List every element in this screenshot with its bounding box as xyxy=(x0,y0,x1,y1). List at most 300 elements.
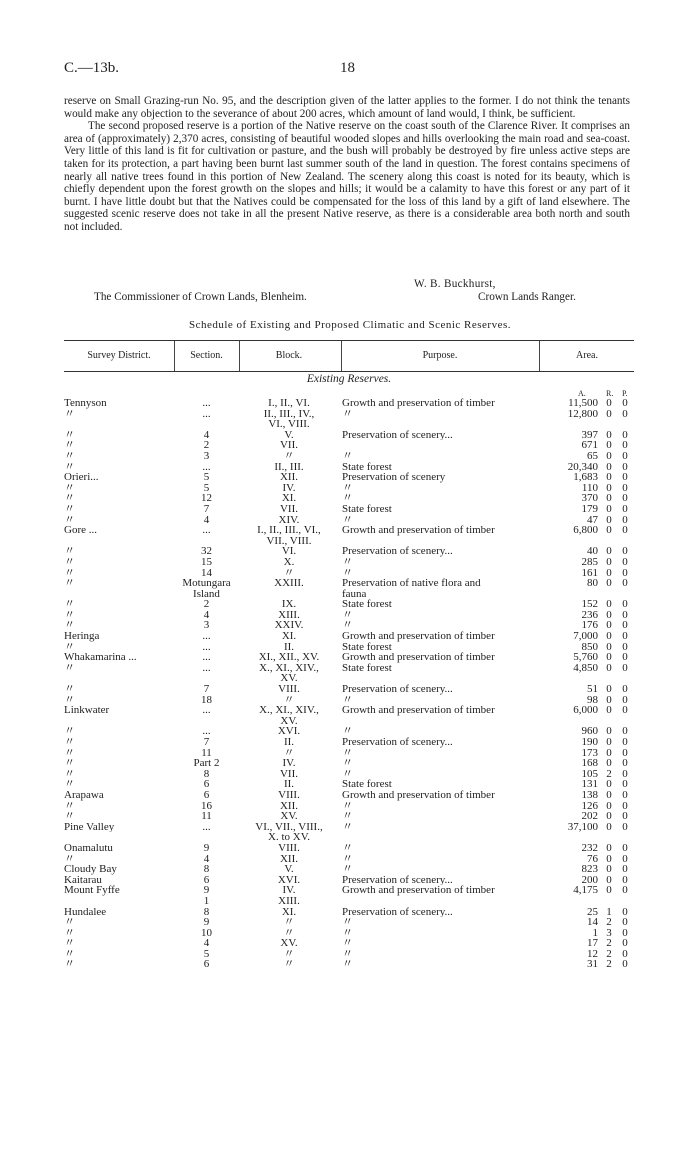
unit-acres: A. xyxy=(578,389,586,398)
signatory-name: W. B. Buckhurst, xyxy=(414,278,496,290)
table-row xyxy=(64,525,634,536)
cell-acres: 20,340 xyxy=(567,460,598,473)
cell-section: 4 xyxy=(203,513,210,526)
cell-perches: 0 xyxy=(622,820,628,833)
cell-district: 〃 xyxy=(64,684,75,695)
area-units-row xyxy=(64,386,634,398)
cell-purpose: Growth and preservation of timber xyxy=(342,525,495,536)
cell-perches: 0 xyxy=(622,555,628,568)
cell-roods: 0 xyxy=(606,439,612,452)
cell-perches: 0 xyxy=(622,460,628,473)
cell-purpose: Preservation of scenery... xyxy=(342,429,453,441)
cell-district: 〃 xyxy=(64,811,75,822)
cell-district: 〃 xyxy=(64,917,75,928)
cell-section: 4 xyxy=(203,608,210,621)
cell-section: 5 xyxy=(203,481,210,494)
body-text xyxy=(64,95,630,234)
cell-district: 〃 xyxy=(64,514,75,526)
cell-district: 〃 xyxy=(64,662,75,674)
cell-perches: 0 xyxy=(622,577,628,590)
addressee: The Commissioner of Crown Lands, Blenheim. xyxy=(94,291,307,303)
cell-perches: 0 xyxy=(622,619,628,632)
cell-roods: 0 xyxy=(606,524,612,537)
cell-district: 〃 xyxy=(64,694,75,706)
table-row xyxy=(64,419,634,430)
cell-section: 11 xyxy=(201,746,212,759)
table-row xyxy=(64,631,634,642)
table-row xyxy=(64,726,634,737)
cell-block: 〃 xyxy=(283,947,295,960)
cell-section: 8 xyxy=(203,863,210,876)
table-row xyxy=(64,642,634,653)
cell-roods: 0 xyxy=(606,640,612,653)
cell-district: 〃 xyxy=(64,800,75,812)
cell-block: IV. xyxy=(282,481,296,494)
table-row xyxy=(64,737,634,748)
schedule-table xyxy=(64,340,634,970)
cell-block: XII. xyxy=(279,799,299,812)
cell-section: 15 xyxy=(201,555,212,568)
cell-section: ... xyxy=(202,704,211,717)
cell-acres: 370 xyxy=(581,492,598,505)
cell-district: Onamalutu xyxy=(64,842,113,854)
cell-section: ... xyxy=(202,725,211,738)
cell-perches: 0 xyxy=(622,767,628,780)
cell-block: VII. xyxy=(279,767,299,780)
cell-acres: 176 xyxy=(581,619,598,632)
cell-roods: 0 xyxy=(606,651,612,664)
cell-roods: 0 xyxy=(606,778,612,791)
cell-roods: 0 xyxy=(606,577,612,590)
table-row xyxy=(64,885,634,896)
cell-acres: 12 xyxy=(587,947,598,960)
cell-block: 〃 xyxy=(283,566,295,579)
cell-acres: 11,500 xyxy=(568,397,598,409)
cell-roods: 0 xyxy=(606,661,612,674)
cell-acres: 138 xyxy=(581,788,598,801)
table-row xyxy=(64,589,634,600)
cell-purpose: 〃 xyxy=(342,842,353,854)
cell-acres: 40 xyxy=(587,545,598,558)
cell-roods: 0 xyxy=(606,608,612,621)
table-row xyxy=(64,928,634,939)
cell-acres: 179 xyxy=(581,502,598,515)
cell-district: 〃 xyxy=(64,737,75,748)
cell-purpose: 〃 xyxy=(342,758,353,769)
cell-roods: 3 xyxy=(606,926,612,939)
table-row xyxy=(64,472,634,483)
cell-purpose: 〃 xyxy=(342,450,353,462)
cell-district: 〃 xyxy=(64,482,75,494)
cell-purpose: 〃 xyxy=(342,514,353,526)
cell-perches: 0 xyxy=(622,449,628,462)
cell-block: XVI. xyxy=(277,873,301,886)
cell-section: 6 xyxy=(203,788,210,801)
cell-roods: 0 xyxy=(606,619,612,632)
table-body xyxy=(64,398,634,970)
cell-purpose: State forest xyxy=(342,461,392,473)
cell-section: Part 2 xyxy=(193,757,220,770)
cell-roods: 1 xyxy=(606,905,612,918)
cell-block: XV. xyxy=(280,937,298,950)
cell-acres: 6,000 xyxy=(573,704,598,717)
cell-perches: 0 xyxy=(622,661,628,674)
table-row xyxy=(64,462,634,473)
column-divider xyxy=(174,341,175,371)
cell-section: ... xyxy=(202,407,211,420)
cell-acres: 25 xyxy=(587,905,598,918)
cell-purpose: State forest xyxy=(342,641,392,653)
cell-acres: 47 xyxy=(587,513,598,526)
cell-district: 〃 xyxy=(64,429,75,441)
header-survey-district: Survey District. xyxy=(87,350,151,361)
cell-acres: 671 xyxy=(581,439,598,452)
cell-section: 32 xyxy=(201,545,212,558)
table-row xyxy=(64,959,634,970)
cell-perches: 0 xyxy=(622,863,628,876)
cell-purpose: 〃 xyxy=(342,694,353,706)
cell-block: I., II., VI. xyxy=(268,397,310,409)
column-divider xyxy=(539,341,540,371)
cell-block: 〃 xyxy=(283,449,295,462)
cell-purpose: State forest xyxy=(342,599,392,610)
cell-purpose: Preservation of scenery xyxy=(342,472,446,483)
cell-district: 〃 xyxy=(64,503,75,515)
cell-roods: 0 xyxy=(606,757,612,770)
cell-block: IX. xyxy=(281,598,297,611)
cell-purpose: Growth and preservation of timber xyxy=(342,789,495,801)
cell-acres: 105 xyxy=(581,767,598,780)
table-row xyxy=(64,493,634,504)
cell-roods: 0 xyxy=(606,555,612,568)
cell-block: VI., VIII. xyxy=(268,418,310,431)
cell-block: VII., VIII. xyxy=(266,534,312,547)
cell-block: XI. xyxy=(281,630,297,643)
cell-perches: 0 xyxy=(622,683,628,696)
cell-block: V. xyxy=(284,863,294,876)
cell-section: 9 xyxy=(203,841,210,854)
cell-purpose: 〃 xyxy=(342,747,353,759)
cell-purpose: Preservation of scenery... xyxy=(342,874,453,886)
cell-roods: 0 xyxy=(606,545,612,558)
cell-district: 〃 xyxy=(64,938,75,949)
cell-district: 〃 xyxy=(64,461,75,473)
cell-block: VIII. xyxy=(278,683,300,696)
table-row xyxy=(64,811,634,822)
cell-section: 4 xyxy=(203,937,210,950)
cell-perches: 0 xyxy=(622,407,628,420)
cell-section: 7 xyxy=(203,502,210,515)
cell-perches: 0 xyxy=(622,566,628,579)
cell-district: Mount Fyffe xyxy=(64,885,120,896)
cell-district: 〃 xyxy=(64,927,75,939)
table-row xyxy=(64,758,634,769)
table-header xyxy=(64,340,634,372)
cell-perches: 0 xyxy=(622,471,628,484)
cell-section: 6 xyxy=(203,873,210,886)
cell-section: 6 xyxy=(203,778,210,791)
cell-purpose: 〃 xyxy=(342,567,353,579)
cell-roods: 0 xyxy=(606,683,612,696)
cell-perches: 0 xyxy=(622,545,628,558)
cell-section: ... xyxy=(202,524,211,537)
cell-purpose: 〃 xyxy=(342,927,353,939)
cell-purpose: 〃 xyxy=(342,609,353,621)
cell-perches: 0 xyxy=(622,905,628,918)
cell-perches: 0 xyxy=(622,725,628,738)
cell-section: 10 xyxy=(201,926,212,939)
cell-district: 〃 xyxy=(64,853,75,865)
table-row xyxy=(64,578,634,589)
cell-roods: 2 xyxy=(606,916,612,929)
cell-block: 〃 xyxy=(283,958,295,971)
table-row xyxy=(64,843,634,854)
cell-roods: 0 xyxy=(606,449,612,462)
table-row xyxy=(64,652,634,663)
table-row xyxy=(64,695,634,706)
cell-section: 2 xyxy=(203,598,210,611)
cell-acres: 51 xyxy=(587,683,598,696)
cell-section: 1 xyxy=(203,894,210,907)
cell-perches: 0 xyxy=(622,746,628,759)
cell-block: 〃 xyxy=(283,746,295,759)
cell-perches: 0 xyxy=(622,958,628,971)
cell-acres: 14 xyxy=(587,916,598,929)
schedule-title: Schedule of Existing and Proposed Climatic and Scenic Reserves. xyxy=(188,319,512,331)
cell-purpose: State forest xyxy=(342,662,392,674)
table-row xyxy=(64,440,634,451)
cell-roods: 0 xyxy=(606,513,612,526)
cell-acres: 17 xyxy=(587,937,598,950)
cell-roods: 0 xyxy=(606,884,612,897)
cell-section: ... xyxy=(202,640,211,653)
cell-purpose: Preservation of scenery... xyxy=(342,546,453,557)
cell-perches: 0 xyxy=(622,937,628,950)
cell-purpose: 〃 xyxy=(342,408,353,420)
page-number: 18 xyxy=(340,60,355,76)
cell-roods: 0 xyxy=(606,736,612,748)
cell-district: Tennyson xyxy=(64,398,107,409)
cell-acres: 202 xyxy=(581,810,598,823)
cell-section: 7 xyxy=(203,683,210,696)
cell-section: 16 xyxy=(201,799,212,812)
cell-block: II. xyxy=(283,736,295,748)
cell-district: Gore ... xyxy=(64,525,97,536)
cell-block: XV. xyxy=(280,672,298,685)
cell-section: 18 xyxy=(201,693,212,706)
table-row xyxy=(64,610,634,621)
cell-roods: 0 xyxy=(606,566,612,579)
cell-perches: 0 xyxy=(622,788,628,801)
cell-block: X., XI., XIV., xyxy=(259,704,319,717)
cell-block: VIII. xyxy=(278,788,300,801)
cell-perches: 0 xyxy=(622,481,628,494)
column-divider xyxy=(239,341,240,371)
cell-purpose: Preservation of native flora and xyxy=(342,578,481,589)
cell-acres: 1,683 xyxy=(573,471,598,484)
cell-section: 11 xyxy=(201,810,212,823)
cell-roods: 0 xyxy=(606,704,612,717)
header-purpose: Purpose. xyxy=(422,350,458,361)
cell-acres: 4,850 xyxy=(573,661,598,674)
table-row xyxy=(64,769,634,780)
document-reference: C.—13b. xyxy=(64,60,120,76)
cell-acres: 236 xyxy=(581,608,598,621)
cell-roods: 0 xyxy=(606,788,612,801)
cell-block: XI., XII., XV. xyxy=(258,651,320,664)
cell-block: XV. xyxy=(280,714,298,727)
cell-acres: 168 xyxy=(581,757,598,770)
cell-section: ... xyxy=(202,397,211,409)
cell-block: XXIV. xyxy=(274,619,304,632)
cell-acres: 98 xyxy=(587,693,598,706)
cell-section: ... xyxy=(202,460,211,473)
cell-perches: 0 xyxy=(622,630,628,643)
cell-purpose: 〃 xyxy=(342,811,353,822)
cell-district: 〃 xyxy=(64,450,75,462)
cell-section: 2 xyxy=(203,439,210,452)
cell-purpose: 〃 xyxy=(342,853,353,865)
cell-district: Whakamarina ... xyxy=(64,652,137,663)
cell-block: X., XI., XIV., xyxy=(259,661,319,674)
cell-acres: 200 xyxy=(581,873,598,886)
table-row xyxy=(64,705,634,716)
cell-purpose: 〃 xyxy=(342,726,353,737)
cell-section: 9 xyxy=(203,884,210,897)
cell-acres: 152 xyxy=(581,598,598,611)
cell-purpose: Growth and preservation of timber xyxy=(342,705,495,716)
cell-purpose: 〃 xyxy=(342,768,353,780)
cell-section: 5 xyxy=(203,471,210,484)
cell-acres: 823 xyxy=(581,863,598,876)
cell-section: 6 xyxy=(203,958,210,971)
table-row xyxy=(64,854,634,865)
cell-section: 4 xyxy=(203,852,210,865)
cell-acres: 161 xyxy=(581,566,598,579)
cell-district: 〃 xyxy=(64,556,75,568)
cell-perches: 0 xyxy=(622,704,628,717)
cell-roods: 0 xyxy=(606,841,612,854)
cell-section: 9 xyxy=(203,916,210,929)
cell-section: 12 xyxy=(201,492,212,505)
cell-acres: 12,800 xyxy=(567,407,598,420)
cell-purpose: Preservation of scenery... xyxy=(342,737,453,748)
cell-roods: 0 xyxy=(606,799,612,812)
cell-acres: 126 xyxy=(581,799,598,812)
cell-block: VI., VII., VIII., xyxy=(255,820,323,833)
cell-block: II. xyxy=(283,640,295,653)
cell-purpose: 〃 xyxy=(342,556,353,568)
cell-perches: 0 xyxy=(622,926,628,939)
cell-block: XV. xyxy=(280,810,298,823)
cell-block: IV. xyxy=(282,757,296,770)
cell-block: X. xyxy=(283,555,295,568)
cell-block: 〃 xyxy=(283,693,295,706)
cell-block: VI. xyxy=(281,545,297,558)
cell-roods: 0 xyxy=(606,810,612,823)
cell-perches: 0 xyxy=(622,757,628,770)
cell-perches: 0 xyxy=(622,492,628,505)
table-row xyxy=(64,896,634,907)
header-block: Block. xyxy=(275,350,303,361)
cell-roods: 0 xyxy=(606,630,612,643)
cell-roods: 0 xyxy=(606,873,612,886)
cell-block: 〃 xyxy=(283,916,295,929)
table-row xyxy=(64,398,634,409)
cell-roods: 0 xyxy=(606,863,612,876)
table-row xyxy=(64,684,634,695)
cell-acres: 1 xyxy=(592,926,598,939)
cell-roods: 0 xyxy=(606,481,612,494)
page-header xyxy=(0,60,700,82)
table-row xyxy=(64,546,634,557)
cell-purpose: Growth and preservation of timber xyxy=(342,631,495,642)
cell-perches: 0 xyxy=(622,799,628,812)
table-row xyxy=(64,536,634,547)
table-row xyxy=(64,864,634,875)
cell-section: ... xyxy=(202,820,211,833)
cell-perches: 0 xyxy=(622,852,628,865)
cell-roods: 2 xyxy=(606,767,612,780)
table-row xyxy=(64,907,634,918)
cell-purpose: Preservation of scenery... xyxy=(342,684,453,695)
cell-district: 〃 xyxy=(64,779,75,790)
cell-perches: 0 xyxy=(622,916,628,929)
table-row xyxy=(64,451,634,462)
cell-roods: 0 xyxy=(606,598,612,611)
cell-block: X. to XV. xyxy=(268,831,310,844)
cell-district: 〃 xyxy=(64,578,75,589)
cell-perches: 0 xyxy=(622,947,628,960)
cell-section: 3 xyxy=(203,449,210,462)
table-row xyxy=(64,568,634,579)
section-heading: Existing Reserves. xyxy=(306,373,392,385)
cell-district: 〃 xyxy=(64,747,75,759)
table-row xyxy=(64,620,634,631)
cell-purpose: Growth and preservation of timber xyxy=(342,885,495,896)
cell-block: IV. xyxy=(282,884,296,897)
cell-district: Orieri... xyxy=(64,472,99,483)
cell-roods: 2 xyxy=(606,947,612,960)
cell-block: XIII. xyxy=(278,608,300,621)
cell-block: VIII. xyxy=(278,841,300,854)
table-row xyxy=(64,504,634,515)
cell-acres: 232 xyxy=(581,841,598,854)
signatory-title: Crown Lands Ranger. xyxy=(478,291,576,303)
table-row xyxy=(64,949,634,960)
cell-block: II. xyxy=(283,778,295,791)
cell-purpose: 〃 xyxy=(342,620,353,632)
cell-acres: 190 xyxy=(581,736,598,748)
cell-acres: 80 xyxy=(587,577,598,590)
cell-block: II., III., IV., xyxy=(263,407,315,420)
cell-acres: 285 xyxy=(581,555,598,568)
cell-district: Heringa xyxy=(64,631,100,642)
cell-district: Pine Valley xyxy=(64,821,115,833)
paragraph-2: The second proposed reserve is a portion of the Native reserve on the coast south of the Clarence River. It comprises an area of (approximately) 2,370 acres, consisting of beautiful wooded slopes and hills overlooking the main road and sea-coast. Very little of this land is fit for cultivation or pasture, and the bush will probably be destroyed by fire unless active steps are taken for its protection, a part having been burnt last summer south of the land in question. The forest contains specimens of nearly all native trees found in this portion of New Zealand. The scenery along this coast is noted for its beauty, which is chiefly dependent upon the forest growth on the slopes and hills; it would be a calamity to have this forest or any part of it burnt. I have little doubt but that the Natives could be compensated for the loss of this land by a gift of land elsewhere. The suggested scenic reserve does not take in all the present Native reserve, as there is a considerable area both north and south not included. xyxy=(64,120,630,233)
cell-section: 4 xyxy=(203,428,210,441)
cell-district: 〃 xyxy=(64,768,75,780)
table-row xyxy=(64,938,634,949)
cell-perches: 0 xyxy=(622,397,628,409)
table-row xyxy=(64,822,634,833)
cell-perches: 0 xyxy=(622,608,628,621)
cell-perches: 0 xyxy=(622,640,628,653)
cell-purpose: 〃 xyxy=(342,800,353,812)
cell-roods: 2 xyxy=(606,937,612,950)
cell-perches: 0 xyxy=(622,502,628,515)
cell-acres: 7,000 xyxy=(573,630,598,643)
